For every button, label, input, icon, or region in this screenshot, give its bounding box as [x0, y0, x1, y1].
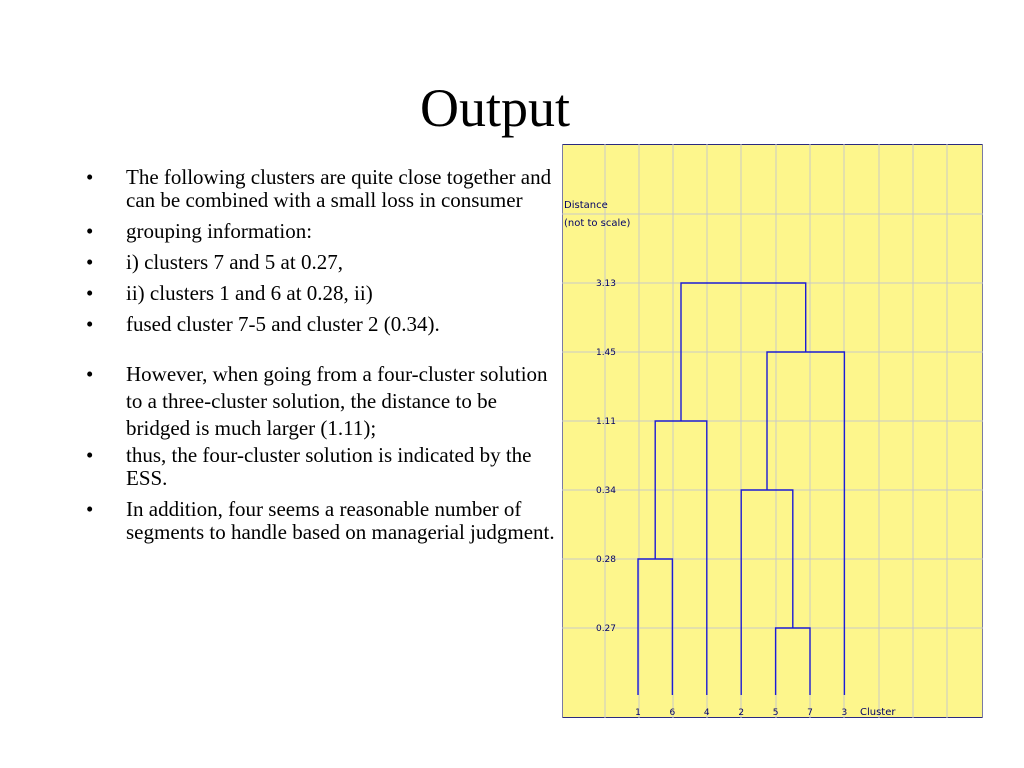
bullet-item: • In addition, four seems a reasonable number of segments to handle based on managerial judgment. [84, 498, 556, 544]
bullet-item: • ii) clusters 1 and 6 at 0.28, ii) [84, 282, 556, 305]
dendrogram-panel [562, 144, 983, 718]
bullet-item: • However, when going from a four-cluster solution to a three-cluster solution, the distance to be bridged is much larger (1.11); [84, 361, 556, 442]
bullet-item: • The following clusters are quite close together and can be combined with a small loss in consumer [84, 166, 556, 212]
cluster-leaf-label: 4 [703, 708, 710, 718]
slide-title: Output [419, 78, 570, 138]
bullet-list [84, 166, 556, 544]
distance-tick-label: 3.13 [595, 279, 617, 289]
y-axis-label-line1: Distance [564, 200, 608, 211]
cluster-leaf-label: 6 [669, 708, 676, 718]
bullet-item: • thus, the four-cluster solution is indicated by the ESS. [84, 444, 556, 490]
distance-tick-label: 0.28 [595, 555, 617, 565]
cluster-leaf-label: 2 [738, 708, 745, 718]
bullet-item: • fused cluster 7-5 and cluster 2 (0.34). [84, 313, 556, 336]
cluster-leaf-label: 5 [772, 708, 779, 718]
bullet-item: • grouping information: [84, 220, 556, 243]
distance-tick-label: 0.34 [595, 486, 617, 496]
x-axis-label: Cluster [860, 707, 896, 718]
bullet-item: • i) clusters 7 and 5 at 0.27, [84, 251, 556, 274]
y-axis-label-line2: (not to scale) [564, 218, 631, 229]
distance-tick-label: 1.45 [595, 348, 617, 358]
dendrogram-diagram [562, 144, 983, 718]
cluster-leaf-label: 1 [635, 708, 641, 718]
distance-tick-label: 1.11 [595, 417, 617, 427]
distance-tick-label: 0.27 [595, 624, 617, 634]
cluster-leaf-label: 3 [841, 708, 848, 718]
cluster-leaf-label: 7 [807, 708, 813, 718]
dendrogram-background [563, 145, 983, 718]
